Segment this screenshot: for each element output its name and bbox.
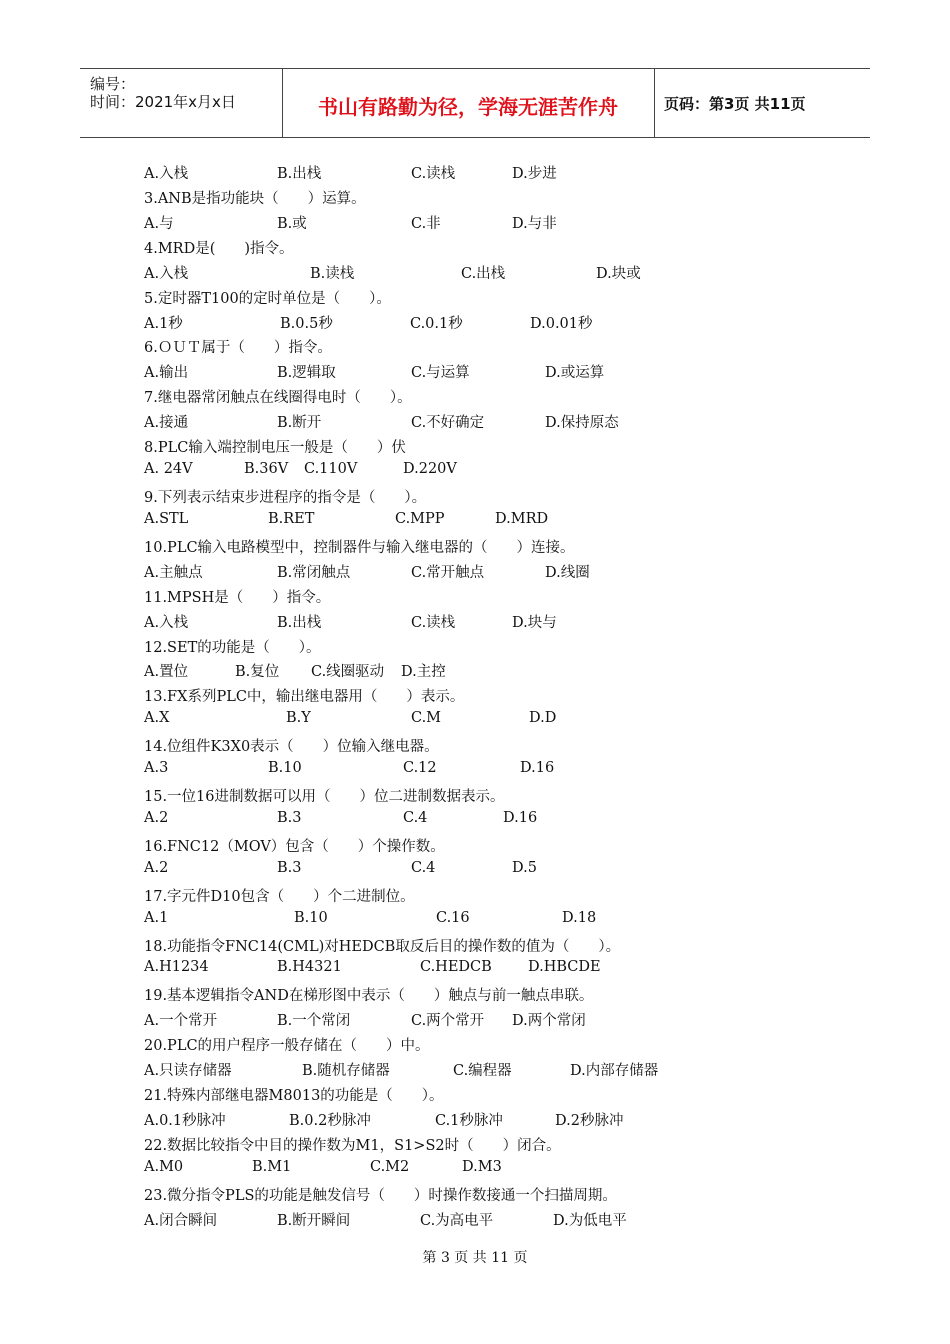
- answer-option: B.出栈: [277, 614, 322, 631]
- answer-option: A.2: [144, 859, 169, 876]
- question-text: 15.一位16进制数据可以用（ ）位二进制数据表示。: [144, 789, 505, 805]
- answer-option: D.为低电平: [553, 1212, 627, 1229]
- answer-option: B.Y: [286, 710, 311, 727]
- answer-option: A.1秒: [144, 315, 183, 332]
- answer-option: C.M: [411, 710, 442, 727]
- answer-option: A.M0: [144, 1158, 184, 1175]
- question-text: 18.功能指令FNC14(CML)对HEDCB取反后目的操作数的值为（ ）。: [144, 938, 621, 955]
- answer-option: D.M3: [462, 1158, 502, 1175]
- question-text: 13.FX系列PLC中，输出继电器用（ ）表示。: [144, 689, 465, 706]
- question-text: 20.PLC的用户程序一般存储在（ ）中。: [144, 1038, 430, 1055]
- answer-option: D.保持原态: [545, 415, 619, 432]
- answer-option: A.入栈: [144, 166, 189, 182]
- question-text: 3.ANB是指功能块（ ）运算。: [144, 190, 366, 207]
- answer-option: B.M1: [252, 1158, 292, 1175]
- answer-option: B.出栈: [277, 166, 322, 182]
- answer-option: B.3: [277, 859, 302, 876]
- answer-option: B.常闭触点: [277, 564, 351, 581]
- answer-option: A.1: [144, 909, 169, 926]
- answer-option: D.220V: [403, 461, 457, 477]
- question-text: 16.FNC12（MOV）包含（ ）个操作数。: [144, 838, 445, 855]
- question-text: 17.字元件D10包含（ ）个二进制位。: [144, 888, 415, 905]
- answer-option: C.出栈: [461, 265, 506, 282]
- answer-option: C.16: [436, 909, 470, 926]
- answer-option: B.RET: [268, 510, 315, 527]
- answer-option: C.不好确定: [411, 415, 485, 432]
- answer-option: B.读栈: [310, 265, 355, 282]
- answer-option: A.入栈: [144, 614, 189, 631]
- answer-option: B.10: [294, 909, 328, 926]
- answer-option: B.0.5秒: [280, 315, 333, 332]
- answer-option: D.16: [520, 760, 555, 777]
- answer-option: A.只读存储器: [144, 1063, 232, 1080]
- question-text: 8.PLC输入端控制电压一般是（ ）伏: [144, 440, 406, 457]
- answer-option: D.两个常闭: [512, 1013, 586, 1030]
- answer-option: B.一个常闭: [277, 1013, 351, 1030]
- answer-option: A.3: [144, 760, 169, 777]
- answer-option: C.MPP: [395, 510, 445, 527]
- answer-option: A.2: [144, 809, 169, 826]
- answer-option: D.0.01秒: [530, 315, 593, 332]
- question-text: 12.SET的功能是（ ）。: [144, 639, 321, 656]
- question-text: 9.下列表示结束步进程序的指令是（ ）。: [144, 490, 427, 506]
- answer-option: D.块或: [596, 265, 641, 282]
- answer-option: C.读栈: [411, 166, 456, 182]
- answer-option: D.或运算: [545, 365, 605, 382]
- question-text: 10.PLC输入电路模型中，控制器件与输入继电器的（ ）连接。: [144, 539, 575, 556]
- question-text: 19.基本逻辑指令AND在梯形图中表示（ ）触点与前一触点串联。: [144, 988, 594, 1005]
- answer-option: A.H1234: [144, 959, 209, 976]
- answer-option: A.输出: [144, 365, 189, 382]
- question-text: 23.微分指令PLS的功能是触发信号（ ）时操作数接通一个扫描周期。: [144, 1187, 617, 1204]
- answer-option: C.4: [403, 809, 428, 826]
- answer-option: D.18: [562, 909, 597, 926]
- question-text: 6.ＯＵＴ属于（ ）指令。: [144, 340, 332, 357]
- answer-option: B.或: [277, 215, 307, 232]
- header-motto-cell: [282, 69, 655, 137]
- answer-option: D.HBCDE: [528, 959, 601, 976]
- answer-option: C.110V: [304, 461, 358, 477]
- answer-option: C.非: [411, 215, 441, 232]
- answer-option: B.H4321: [277, 959, 342, 976]
- answer-option: A.X: [144, 710, 170, 727]
- answer-option: C.线圈驱动: [311, 664, 385, 681]
- answer-option: D.2秒脉冲: [555, 1113, 624, 1129]
- answer-option: B.3: [277, 809, 302, 826]
- answer-option: C.两个常开: [411, 1013, 485, 1030]
- page-footer: 第 3 页 共 11 页: [422, 1250, 528, 1266]
- answer-option: B.36V: [244, 461, 289, 477]
- answer-option: B.断开: [277, 415, 322, 432]
- answer-option: B.断开瞬间: [277, 1212, 351, 1229]
- answer-option: B.随机存储器: [302, 1063, 390, 1080]
- number-label: 编号：: [90, 75, 136, 93]
- header-page-cell: [654, 69, 870, 137]
- question-text: 4.MRD是( )指令。: [144, 240, 294, 257]
- answer-option: D.与非: [512, 215, 557, 232]
- page-label: 页码：第3页 共11页: [664, 95, 806, 113]
- answer-option: A.一个常开: [144, 1013, 218, 1030]
- answer-option: B.复位: [235, 664, 280, 681]
- answer-option: D.16: [503, 809, 538, 826]
- answer-option: C.4: [411, 859, 436, 876]
- time-label: 时间：2021年x月x日: [90, 93, 236, 111]
- answer-option: C.与运算: [411, 365, 470, 382]
- answer-option: C.HEDCB: [420, 959, 492, 976]
- answer-option: D.主控: [401, 664, 446, 681]
- answer-option: C.编程器: [453, 1063, 512, 1080]
- answer-option: A.置位: [144, 664, 189, 681]
- answer-option: D.内部存储器: [570, 1063, 659, 1080]
- answer-option: D.D: [529, 710, 557, 727]
- answer-option: D.MRD: [495, 510, 549, 527]
- answer-option: C.M2: [370, 1158, 410, 1175]
- motto: 书山有路勤为径，学海无涯苦作舟: [318, 95, 618, 119]
- answer-option: A.入栈: [144, 265, 189, 282]
- answer-option: A.闭合瞬间: [144, 1212, 218, 1229]
- header-info-cell: [80, 69, 283, 137]
- question-text: 11.MPSH是（ ）指令。: [144, 589, 331, 606]
- answer-option: B.逻辑取: [277, 365, 336, 382]
- answer-option: A.主触点: [144, 564, 203, 581]
- answer-option: A.STL: [144, 510, 189, 527]
- answer-option: A. 24V: [144, 461, 193, 477]
- answer-option: A.与: [144, 215, 174, 232]
- answer-option: C.常开触点: [411, 564, 485, 581]
- answer-option: A.接通: [144, 415, 189, 432]
- answer-option: B.0.2秒脉冲: [289, 1113, 371, 1129]
- question-text: 7.继电器常闭触点在线圈得电时（ ）。: [144, 390, 412, 407]
- answer-option: D.线圈: [545, 564, 590, 581]
- question-text: 5.定时器T100的定时单位是（ ）。: [144, 290, 391, 307]
- question-text: 21.特殊内部继电器M8013的功能是（ ）。: [144, 1088, 444, 1104]
- answer-option: A.0.1秒脉冲: [144, 1113, 226, 1129]
- answer-option: D.块与: [512, 614, 557, 631]
- answer-option: D.步进: [512, 166, 557, 182]
- answer-option: D.5: [512, 859, 537, 876]
- answer-option: C.为高电平: [420, 1212, 494, 1229]
- answer-option: B.10: [268, 760, 302, 777]
- answer-option: C.0.1秒: [410, 315, 463, 332]
- answer-option: C.12: [403, 760, 437, 777]
- question-text: 22.数据比较指令中目的操作数为M1，S1>S2时（ ）闭合。: [144, 1137, 561, 1154]
- question-text: 14.位组件K3X0表示（ ）位输入继电器。: [144, 739, 439, 756]
- page-header: [80, 68, 870, 138]
- answer-option: C.1秒脉冲: [435, 1113, 503, 1129]
- answer-option: C.读栈: [411, 614, 456, 631]
